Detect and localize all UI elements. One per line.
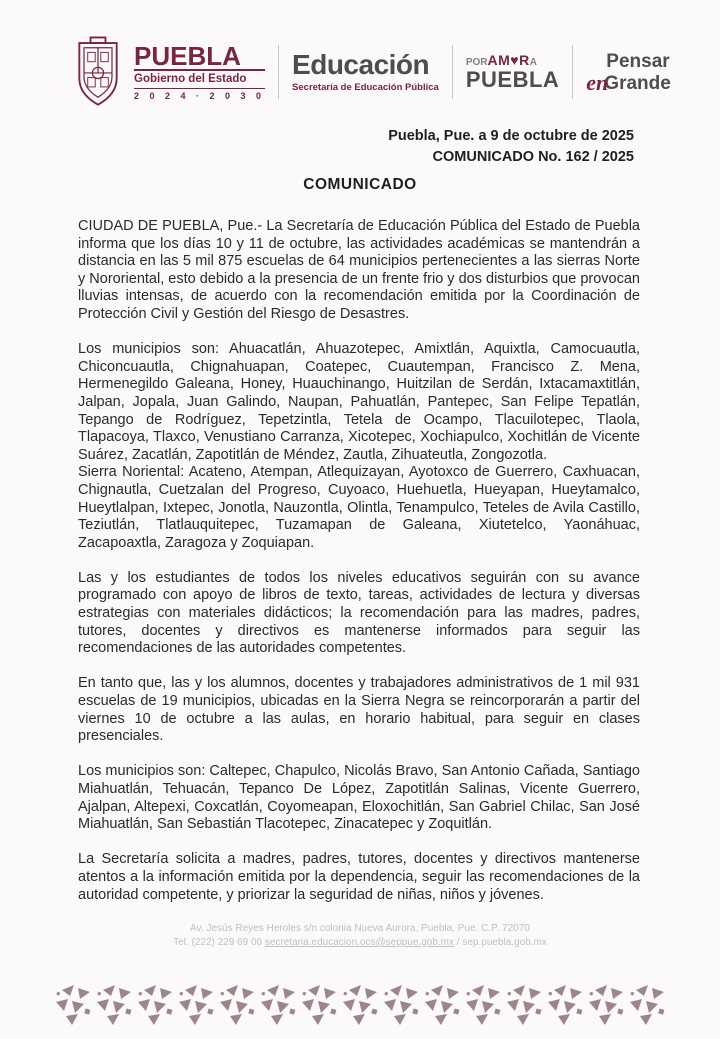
puebla-coat-of-arms-icon — [70, 35, 126, 109]
comunicado-number: COMUNICADO No. 162 / 2025 — [432, 149, 634, 165]
grande-line — [586, 71, 671, 93]
document-footer — [0, 922, 720, 1028]
body-paragraph-cierre: La Secretaría solicita a madres, padres, tutores, docentes y directivos mantenerse atentos a la información emitida por la dependencia, seguir las recomendaciones de la autoridad competente, y priorizar la seguridad de niñas, niños y jóvenes. — [78, 851, 640, 903]
talavera-motif-icon — [177, 984, 215, 1026]
body-paragraph-municipios-sierra-nororiental: Sierra Noriental: Acateno, Atempan, Atlequizayan, Ayotoxco de Guerrero, Caxhuacan, Chignautla, Cuetzalan del Progreso, Cuyoaco, Huehuetla, Hueyapan, Hueytamalco, Hueytlalpan, Ixtepec, Jonotla, Nauzontla, Olintla, Tenampulco, Teteles de Avila Castillo, Teziutlán, Tlatlauquitepec, Tuzamapan de Galeana, Xiutetelco, Yaonáhuac, Zacapoaxtla, Zaragoza y Zoquiapan. — [78, 464, 640, 551]
header-logos — [0, 26, 720, 118]
talavera-motif-icon — [505, 984, 543, 1026]
talavera-motif-icon — [464, 984, 502, 1026]
educacion-logo-subtitle: Secretaría de Educación Pública — [292, 82, 439, 93]
amor-heart-wordmark: AM♥R — [487, 52, 530, 68]
talavera-motif-icon — [382, 984, 420, 1026]
body-paragraph-sierra-negra: En tanto que, las y los alumnos, docentes y trabajadores administrativos de 1 mil 931 escuelas de 19 municipios, ubicadas en la Sierra Negra se reincorporarán a partir del viernes 10 de octubre a las aulas, en horario habitual, para seguir en clases presenciales. — [78, 675, 640, 745]
body-paragraph-municipios-sierra-negra: Los municipios son: Caltepec, Chapulco, Nicolás Bravo, San Antonio Cañada, Santiago Miahuatlán, Tehuacán, Tepanco De López, Zapotitlán Salinas, Vicente Guerrero, Ajalpan, Altepexi, Coxcatlán, Coyomeapan, Eloxochitlán, San Gabriel Chilac, San José Miahuatlán, San Sebastián Tlacotepec, Zinacatepec y Zoquitlán. — [78, 763, 640, 833]
talavera-motif-icon — [587, 984, 625, 1026]
por-amor-a-puebla-logo — [466, 53, 559, 91]
pensar-label: Pensar — [606, 50, 670, 72]
amor-puebla-wordmark: PUEBLA — [465, 67, 560, 92]
document-body — [0, 218, 720, 904]
logo-separator — [278, 45, 279, 99]
puebla-wordmark-title: PUEBLA — [134, 40, 241, 71]
en-script-label: en — [586, 69, 609, 95]
footer-website: sep.puebla.gob.mx — [462, 936, 547, 948]
logo-separator — [572, 45, 573, 99]
por-label: POR — [465, 57, 488, 68]
talavera-motif-icon — [341, 984, 379, 1026]
talavera-motif-icon — [218, 984, 256, 1026]
talavera-motif-icon — [423, 984, 461, 1026]
talavera-motif-icon — [300, 984, 338, 1026]
decorative-border-pattern — [0, 982, 720, 1028]
logo-separator — [452, 45, 453, 99]
talavera-motif-icon — [95, 984, 133, 1026]
por-amor-a-line — [466, 53, 559, 68]
document-title: COMUNICADO — [303, 176, 417, 193]
puebla-wordmark — [134, 40, 266, 102]
puebla-government-logo — [70, 35, 265, 109]
educacion-logo — [292, 51, 439, 93]
body-paragraph-municipios-sierra-norte: Los municipios son: Ahuacatlán, Ahuazotepec, Amixtlán, Aquixtla, Camocuautla, Chiconcuautla, Chignahuapan, Coatepec, Cuautempan, Francisco Z. Mena, Hermenegildo Galeana, Honey, Huauchinango, Huitzilan de Serdán, Ixtacamaxtitlán, Jalpan, Jopala, Juan Galindo, Naupan, Pahuatlán, Pantepec, San Felipe Tepatlán, Tepango de Rodríguez, Tepetzintla, Tetela de Ocampo, Tlacuilotepec, Tlaola, Tlapacoya, Tlaxco, Venustiano Carranza, Xicotepec, Xochiapulco, Xochitlán de Vicente Suárez, Zacatlán, Zapotitlán de Méndez, Zautla, Zihuateutla, Zongozotla. — [78, 341, 640, 463]
dateline: Puebla, Pue. a 9 de octubre de 2025 — [388, 128, 634, 144]
talavera-motif-icon — [546, 984, 584, 1026]
footer-email-link[interactable]: secretaria.educacion.ocs@seppue.gob.mx — [264, 936, 455, 948]
talavera-motif-icon — [136, 984, 174, 1026]
footer-phone: Tel. (222) 229 69 00 — [173, 936, 265, 948]
educacion-logo-title: Educación — [292, 49, 430, 80]
footer-separator: / — [454, 936, 463, 948]
document-meta — [0, 126, 720, 168]
a-label: A — [529, 57, 537, 68]
talavera-motif-icon — [259, 984, 297, 1026]
pensar-en-grande-logo — [586, 52, 671, 93]
footer-contact-line — [0, 936, 720, 950]
talavera-motif-icon — [628, 984, 666, 1026]
puebla-wordmark-subtitle: Gobierno del Estado — [134, 69, 265, 86]
puebla-wordmark-years: 2 0 2 4 · 2 0 3 0 — [134, 88, 265, 102]
body-paragraph-estudiantes: Las y los estudiantes de todos los niveles educativos seguirán con su avance programado con apoyo de libros de texto, tareas, actividades de lectura y diversas estrategias con materiales didácticos; la recomendación para las madres, padres, tutores, docentes y directivos es mantenerse informados para seguir las recomendaciones de las autoridades competentes. — [78, 569, 640, 657]
talavera-motif-icon — [54, 984, 92, 1026]
body-paragraph-intro: CIUDAD DE PUEBLA, Pue.- La Secretaría de Educación Pública del Estado de Puebla informa que los días 10 y 11 de octubre, las actividades académicas se mantendrán a distancia en las 5 mil 875 escuelas de 64 municipios pertenecientes a las sierras Norte y Nororiental, esto debido a la presencia de un frente frio y dos disturbios que provocan lluvias intensas, de acuerdo con la recomendación emitida por la Coordinación de Protección Civil y Gestión del Riesgo de Desastres. — [78, 218, 640, 322]
footer-address: Av. Jesús Reyes Heroles s/n colonia Nueva Aurora, Puebla, Pue. C.P. 72070 — [190, 922, 530, 934]
grande-label: Grande — [604, 72, 671, 94]
